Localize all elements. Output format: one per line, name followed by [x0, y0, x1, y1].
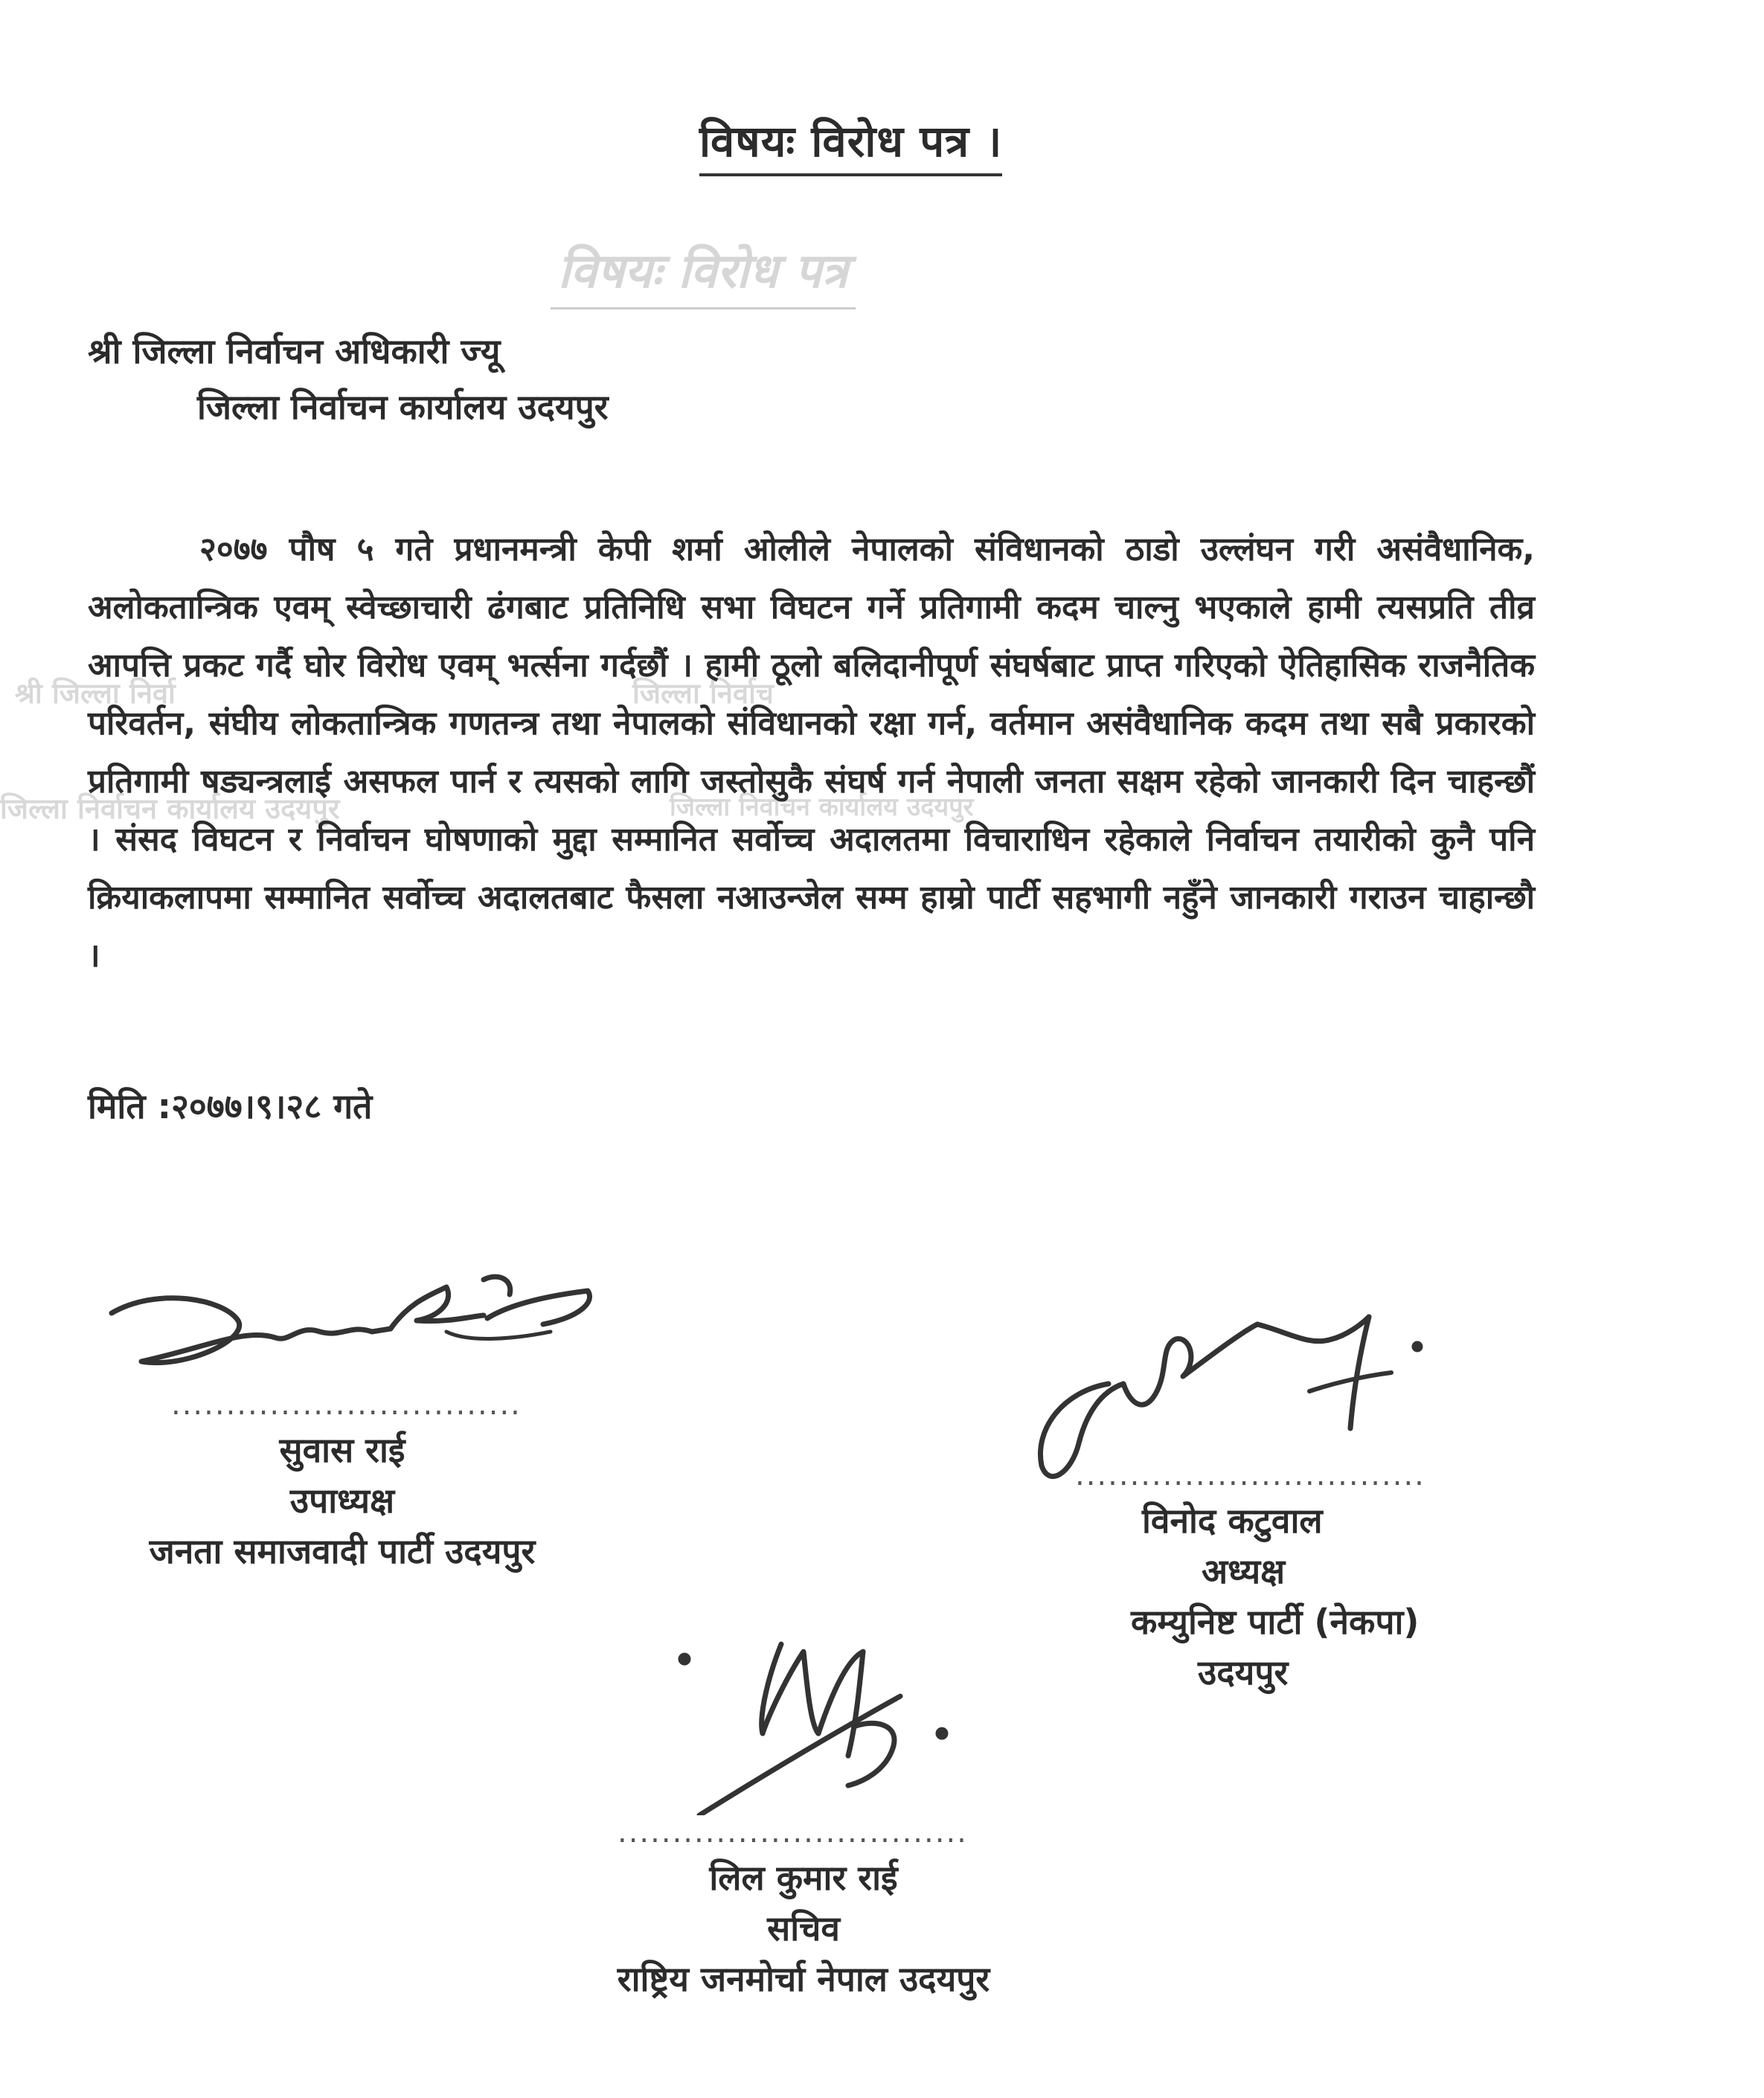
signature-right [1019, 1265, 1436, 1488]
signatory-org: राष्ट्रिय जनमोर्चा नेपाल उदयपुर [617, 1959, 990, 1999]
signatory-left [89, 1425, 595, 1576]
signatory-title: सचिव [767, 1908, 840, 1948]
signature-center [670, 1622, 982, 1815]
signatory-place: उदयपुर [1198, 1652, 1289, 1693]
ghost-text: जिल्ला निर्वाच [632, 677, 774, 710]
signatory-title: उपाध्यक्ष [289, 1481, 395, 1521]
signature-left [97, 1257, 603, 1391]
letter-body: २०७७ पौष ५ गते प्रधानमन्त्री केपी शर्मा ओलीले नेपालको संविधानको ठाडो उल्लंघन गरी असंवैधानिक, अलोकतान्त्रिक एवम् स्वेच्छाचारी ढंगबाट प्रतिनिधि सभा विघटन गर्ने प्रतिगामी कदम चाल्नु भएकाले हामी त्यसप्रति तीव्र आपत्ति प्रकट गर्दै घोर विरोध एवम् भर्त्सना गर्दछौं । हामी ठूलो बलिदानीपूर्ण संघर्षबाट प्राप्त गरिएको ऐतिहासिक राजनैतिक परिवर्तन, संघीय लोकतान्त्रिक गणतन्त्र तथा नेपालको संविधानको रक्षा गर्न, वर्तमान असंवैधानिक कदम तथा सबै प्रकारको प्रतिगामी षड्यन्त्रलाई असफल पार्न र त्यसको लागि जस्तोसुकै संघर्ष गर्न नेपाली जनता सक्षम रहेको जानकारी दिन चाहन्छौं । संसद विघटन र निर्वाचन घोषणाको मुद्दा सम्मानित सर्वोच्च अदालतमा विचाराधिन रहेकाले निर्वाचन तयारीको कुनै पनि क्रियाकलापमा सम्मानित सर्वोच्च अदालतबाट फैसला नआउन्जेल सम्म हाम्रो पार्टी सहभागी नहुँने जानकारी गराउन चाहान्छौ । [88, 530, 1535, 975]
ghost-text: श्री जिल्ला निर्वा [15, 677, 176, 710]
signatory-right [1086, 1495, 1473, 1698]
letter-date: मिति :२०७७।९।२८ गते [88, 1086, 373, 1126]
signatory-center [521, 1852, 1086, 2004]
signature-line-center: ................................ [618, 1815, 968, 1850]
ghost-text: जिल्ला निर्वाचन कार्यालय उदयपुर [0, 792, 340, 825]
signatory-name: विनोद कटुवाल [1142, 1501, 1323, 1541]
signatory-title: अध्यक्ष [1202, 1551, 1286, 1591]
addressee-line-2: जिल्ला निर्वाचन कार्यालय उदयपुर [197, 387, 609, 427]
signatory-org: कम्युनिष्ट पार्टी (नेकपा) [1131, 1602, 1420, 1642]
signature-line-left: ................................ [171, 1388, 522, 1422]
signatory-org: जनता समाजवादी पार्टी उदयपुर [149, 1531, 536, 1571]
signature-line-right: ................................ [1075, 1458, 1425, 1492]
addressee-line-1: श्री जिल्ला निर्वाचन अधिकारी ज्यू [88, 331, 501, 371]
faded-heading: विषयः विरोध पत्र [551, 237, 856, 309]
subject-heading: विषयः विरोध पत्र । [699, 110, 1002, 176]
signatory-name: लिल कुमार राई [709, 1858, 898, 1898]
signatory-name: सुवास राई [279, 1430, 405, 1470]
ghost-text: जिल्ला निर्वाचन कार्यालय उदयपुर [670, 792, 974, 822]
